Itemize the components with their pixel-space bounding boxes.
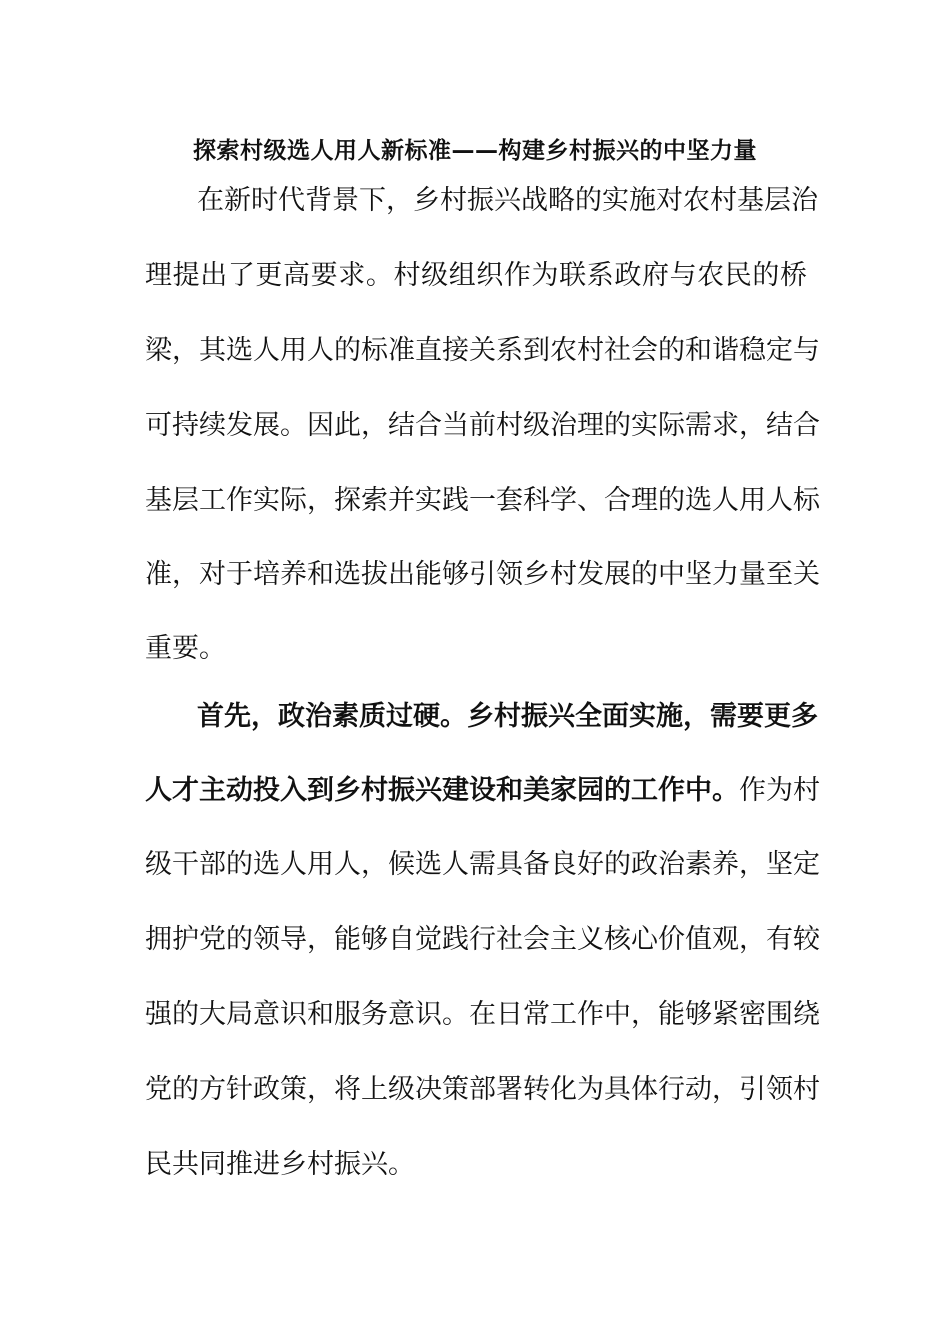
paragraph-1-line-3: 梁，其选人用人的标准直接关系到农村社会的和谐稳定与	[145, 335, 820, 366]
paragraph-2-line-2	[145, 773, 820, 809]
paragraph-2-line-5: 强的大局意识和服务意识。在日常工作中，能够紧密围绕	[145, 999, 820, 1030]
paragraph-2-line-3: 级干部的选人用人，候选人需具备良好的政治素养，坚定	[145, 849, 820, 880]
paragraph-2-line-2-normal: 作为村	[739, 775, 820, 806]
paragraph-2-line-4: 拥护党的领导，能够自觉践行社会主义核心价值观，有较	[145, 924, 820, 955]
paragraph-2-line-1: 首先，政治素质过硬。乡村振兴全面实施，需要更多	[197, 701, 818, 732]
paragraph-2-line-6: 党的方针政策，将上级决策部署转化为具体行动，引领村	[145, 1074, 820, 1105]
paragraph-1-line-7: 重要。	[145, 633, 226, 664]
document-title: 探索村级选人用人新标准——构建乡村振兴的中坚力量	[193, 138, 757, 164]
paragraph-1-line-2: 理提出了更高要求。村级组织作为联系政府与农民的桥	[145, 260, 807, 291]
paragraph-2-line-2-bold: 人才主动投入到乡村振兴建设和美家园的工作中。	[145, 775, 739, 806]
paragraph-2-line-7: 民共同推进乡村振兴。	[145, 1149, 415, 1180]
paragraph-1-line-6: 准，对于培养和选拔出能够引领乡村发展的中坚力量至关	[145, 559, 820, 590]
paragraph-1-line-4: 可持续发展。因此，结合当前村级治理的实际需求，结合	[145, 410, 820, 441]
paragraph-1-line-5: 基层工作实际，探索并实践一套科学、合理的选人用人标	[145, 485, 820, 516]
paragraph-1-line-1: 在新时代背景下，乡村振兴战略的实施对农村基层治	[197, 185, 818, 216]
